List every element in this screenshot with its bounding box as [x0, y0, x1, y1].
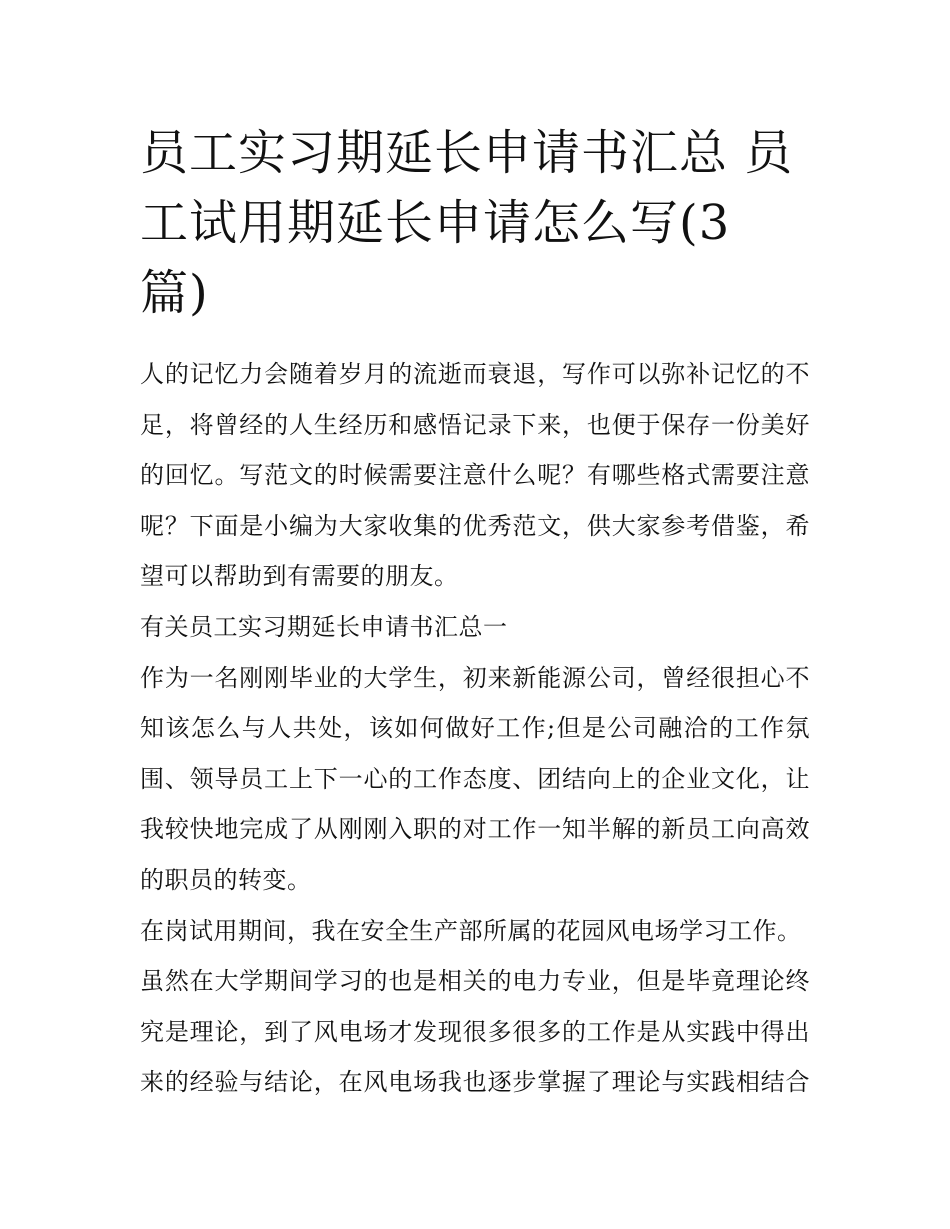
intro-line: 呢？下面是小编为大家收集的优秀范文，供大家参考借鉴，希 — [140, 511, 810, 540]
intro-line: 足，将曾经的人生经历和感悟记录下来，也便于保存一份美好 — [140, 410, 810, 439]
document-title — [140, 118, 815, 328]
document-page — [140, 118, 815, 1108]
intro-paragraph — [140, 349, 815, 602]
paragraph-2 — [140, 906, 815, 1108]
paragraph-line: 究是理论，到了风电场才发现很多很多的工作是从实践中得出 — [140, 1017, 810, 1046]
paragraph-1 — [140, 653, 815, 906]
document-body — [140, 349, 815, 1108]
intro-line: 的回忆。写范文的时候需要注意什么呢？有哪些格式需要注意 — [140, 461, 810, 490]
paragraph-line: 作为一名刚刚毕业的大学生，初来新能源公司，曾经很担心不 — [140, 663, 810, 692]
paragraph-line: 围、领导员工上下一心的工作态度、团结向上的企业文化，让 — [140, 764, 810, 793]
section-heading-text: 有关员工实习期延长申请书汇总一 — [140, 612, 508, 641]
paragraph-line: 的职员的转变。 — [140, 865, 312, 894]
intro-line: 望可以帮助到有需要的朋友。 — [140, 562, 459, 591]
paragraph-line: 虽然在大学期间学习的也是相关的电力专业，但是毕竟理论终 — [140, 967, 810, 996]
section-heading — [140, 602, 815, 653]
paragraph-line: 知该怎么与人共处，该如何做好工作;但是公司融洽的工作氛 — [140, 714, 810, 743]
intro-line: 人的记忆力会随着岁月的流逝而衰退，写作可以弥补记忆的不 — [140, 360, 810, 388]
title-line: 工试用期延长申请怎么写(3 — [140, 195, 731, 251]
title-line: 员工实习期延长申请书汇总 员 — [140, 125, 794, 181]
paragraph-line: 来的经验与结论，在风电场我也逐步掌握了理论与实践相结合 — [140, 1068, 810, 1097]
paragraph-line: 我较快地完成了从刚刚入职的对工作一知半解的新员工向高效 — [140, 815, 810, 844]
title-line: 篇) — [140, 265, 209, 321]
paragraph-line: 在岗试用期间，我在安全生产部所属的花园风电场学习工作。 — [140, 916, 802, 945]
